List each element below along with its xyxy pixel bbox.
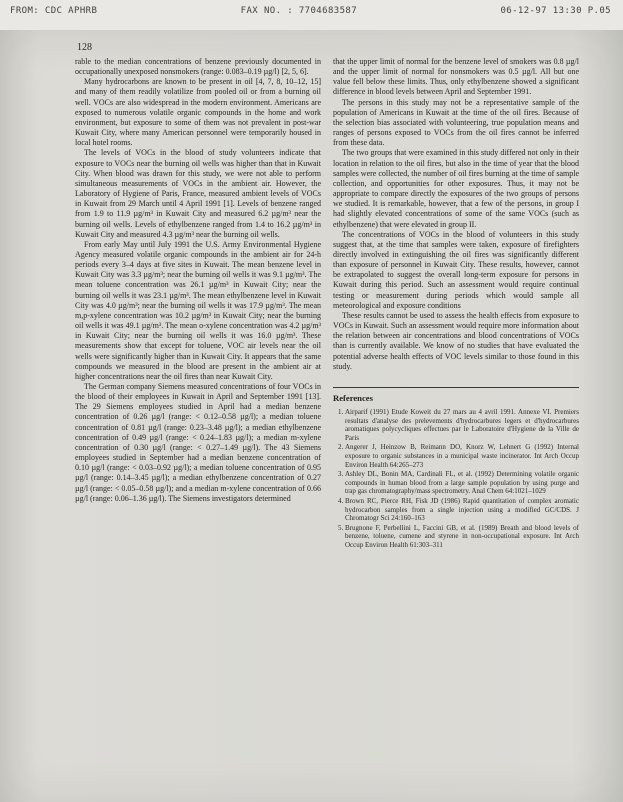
- article-columns: [75, 57, 579, 551]
- left-paragraph-4: From early May until July 1991 the U.S. Army Environmental Hygiene Agency measured volatile organic compounds in the ambient air for 24-h periods every 3–4 days at five sites in Kuwait. The mean benzene level in Kuwait City was 3.3 µg/m³; near the burning oil wells it was 9.1 µg/m³. The mean toluene concentration was 26.1 µg/m³ in Kuwait City; near the burning oil wells it was 23.1 µg/m³. The mean ethylbenzene level in Kuwait City was 4.0 µg/m³; near the burning oil wells it was 17.9 µg/m³. The mean m,p-xylene concentration was 10.2 µg/m³ in Kuwait City; near the burning oil wells it was 49.1 µg/m³. The mean o-xylene concentration was 4.2 µg/m³ in Kuwait City; near the burning oil wells it was 16.0 µg/m³. These measurements show that except for toluene, VOC air levels near the oil wells were significantly higher than in Kuwait City. It appears that the same compounds we measured in the blood are present in the ambient air at higher concentrations near the oil fires than near Kuwait City.: [75, 239, 321, 381]
- right-paragraph-3: The two groups that were examined in this study differed not only in their location in relation to the oil fires, but also in the time of year that the blood samples were collected, the number of oil fires burning at the time of sample collection, and opportunities for other exposures. Thus, it may not be appropriate to compare directly the exposures of the two groups of persons we studied. It is remarkable, however, that a few of the persons, in group I had slightly elevated concentrations of some of the same VOCs (such as ethylbenzene) that were elevated in group II.: [333, 148, 579, 229]
- right-paragraph-4: The concentrations of VOCs in the blood of volunteers in this study suggest that, at the time that samples were taken, exposure of firefighters directly involved in extinguishing the oil fires was significantly different than exposure of personnel in Kuwait City. These results, however, cannot be extrapolated to suggest the overall long-term exposure for persons in Kuwait during this period. Such an assessment would require continual testing or measurement during periods which would sample all meteorological and exposure conditions: [333, 229, 579, 310]
- reference-item-1: 1. Airparif (1991) Etude Koweit du 27 mars au 4 avril 1991. Annexe VI. Premiers resultats d'analyse des prelevements d'hydrocarbures legers et d'hydrocarbures aromatiques polycycliques effectues par le Laboratoire d'Hygiene de la Ville de Paris: [345, 408, 579, 442]
- reference-item-5: 5. Brugnone F, Perbellini L, Faccini GB, et al. (1989) Breath and blood levels of benzene, toluene, cumene and styrene in non-occupational exposure. Int Arch Occup Environ Health 61:303–311: [345, 524, 579, 550]
- right-paragraph-5: These results cannot be used to assess the health effects from exposure to VOCs in Kuwait. Such an assessment would require more information about the relation between air concentrations and blood concentrations of VOCs than is currently available. We know of no studies that have evaluated the potential adverse health effects of VOC levels similar to those found in this study.: [333, 310, 579, 371]
- page-number: 128: [77, 42, 92, 53]
- left-paragraph-2: Many hydrocarbons are known to be present in oil [4, 7, 8, 10–12, 15] and many of them readily volatilize from pooled oil or from a burning oil well. VOCs are also widespread in the modern environment. Americans are exposed to numerous volatile organic compounds in the home and work environment, but exposure to some of them was not prevalent in post-war Kuwait City, where many American personnel were temporarily housed in local hotel rooms.: [75, 77, 321, 148]
- left-column: [75, 57, 321, 551]
- reference-item-3: 3. Ashley DL, Bonin MA, Cardinali FL, et al. (1992) Determining volatile organic compounds in human blood from a large sample population by using purge and trap gas chromatography/mass spectrometry. Anal Chem 64:1021–1029: [345, 470, 579, 496]
- fax-from: FROM: CDC APHRB: [10, 6, 98, 16]
- reference-item-2: 2. Angerer J, Heinzow B, Reimann DO, Knorz W, Lehnert G (1992) Internal exposure to organic substances in a municipal waste incinerator. Int Arch Occup Environ Health 64:265–273: [345, 443, 579, 469]
- scanned-page: [0, 30, 623, 802]
- references-section: [333, 387, 579, 550]
- right-column: [333, 57, 579, 551]
- fax-timestamp: 06-12-97 13:30 P.05: [500, 6, 611, 16]
- fax-header: [10, 6, 611, 16]
- left-paragraph-5: The German company Siemens measured concentrations of four VOCs in the blood of their employees in Kuwait in April and September 1991 [13]. The 29 Siemens employees studied in April had a median benzene concentration of 0.26 µg/l (range: < 0.12–0.58 µg/l); a median toluene concentration of 0.81 µg/l (range: 0.23–3.48 µg/l); a median ethylbenzene concentration of 0.49 µg/l (range: < 0.24–1.83 µg/l); a median m-xylene concentration of 0.30 µg/l (range: < 0.27–1.49 µg/l). The 43 Siemens employees studied in September had a median benzene concentration of 0.10 µg/l (range: < 0.03–0.92 µg/l); a median toluene concentration of 0.95 µg/l (range: 0.14–3.45 µg/l); a median ethylbenzene concentration of 0.27 µg/l (range: < 0.05–0.58 µg/l); and a median m-xylene concentration of 0.66 µg/l (range: 0.06–1.36 µg/l). The Siemens investigators determined: [75, 382, 321, 503]
- fax-number: FAX NO. : 7704683587: [240, 6, 358, 16]
- references-heading: References: [333, 392, 373, 403]
- right-paragraph-2: The persons in this study may not be a representative sample of the population of Americans in Kuwait at the time of the oil fires. Because of the selection bias associated with volunteering, true population means and ranges of persons exposed to VOCs from the oil fires cannot be inferred from these data.: [333, 97, 579, 148]
- reference-item-4: 4. Brown RC, Pierce RH, Fisk JD (1986) Rapid quantitation of complex aromatic hydrocarbon samples from a single injection using a modified GC/CDS. J Chromatogr Sci 24:160–163: [345, 497, 579, 523]
- left-paragraph-1: rable to the median concentrations of benzene previously documented in occupationally unexposed nonsmokers (range: 0.083–0.19 µg/l) [2, 5, 6].: [75, 57, 321, 77]
- left-paragraph-3: The levels of VOCs in the blood of study volunteers indicate that exposure to VOCs near the burning oil wells was higher than that in Kuwait City. When blood was drawn for this study, we were not able to perform simultaneous measurements of VOCs in the ambient air. However, the Laboratory of Hygiene of Paris, France, measured ambient levels of VOCs in Kuwait from 29 March until 4 April 1991 [1]. Levels of benzene ranged from 1.9 to 11.9 µg/m³ in Kuwait City and measured 6.2 µg/m³ near the burning oil wells. Levels of ethylbenzene ranged from 1.4 to 16.2 µg/m³ in Kuwait City and measured 4.3 µg/m³ near the burning oil wells.: [75, 148, 321, 239]
- references-divider: [333, 387, 579, 388]
- right-paragraph-1: that the upper limit of normal for the benzene level of smokers was 0.8 µg/l and the upper limit of normal for nonsmokers was 0.5 µg/l. All but one value fell below these limits. Thus, only ethylbenzene showed a significant difference in blood levels between April and September 1991.: [333, 57, 579, 97]
- references-list: [333, 408, 579, 550]
